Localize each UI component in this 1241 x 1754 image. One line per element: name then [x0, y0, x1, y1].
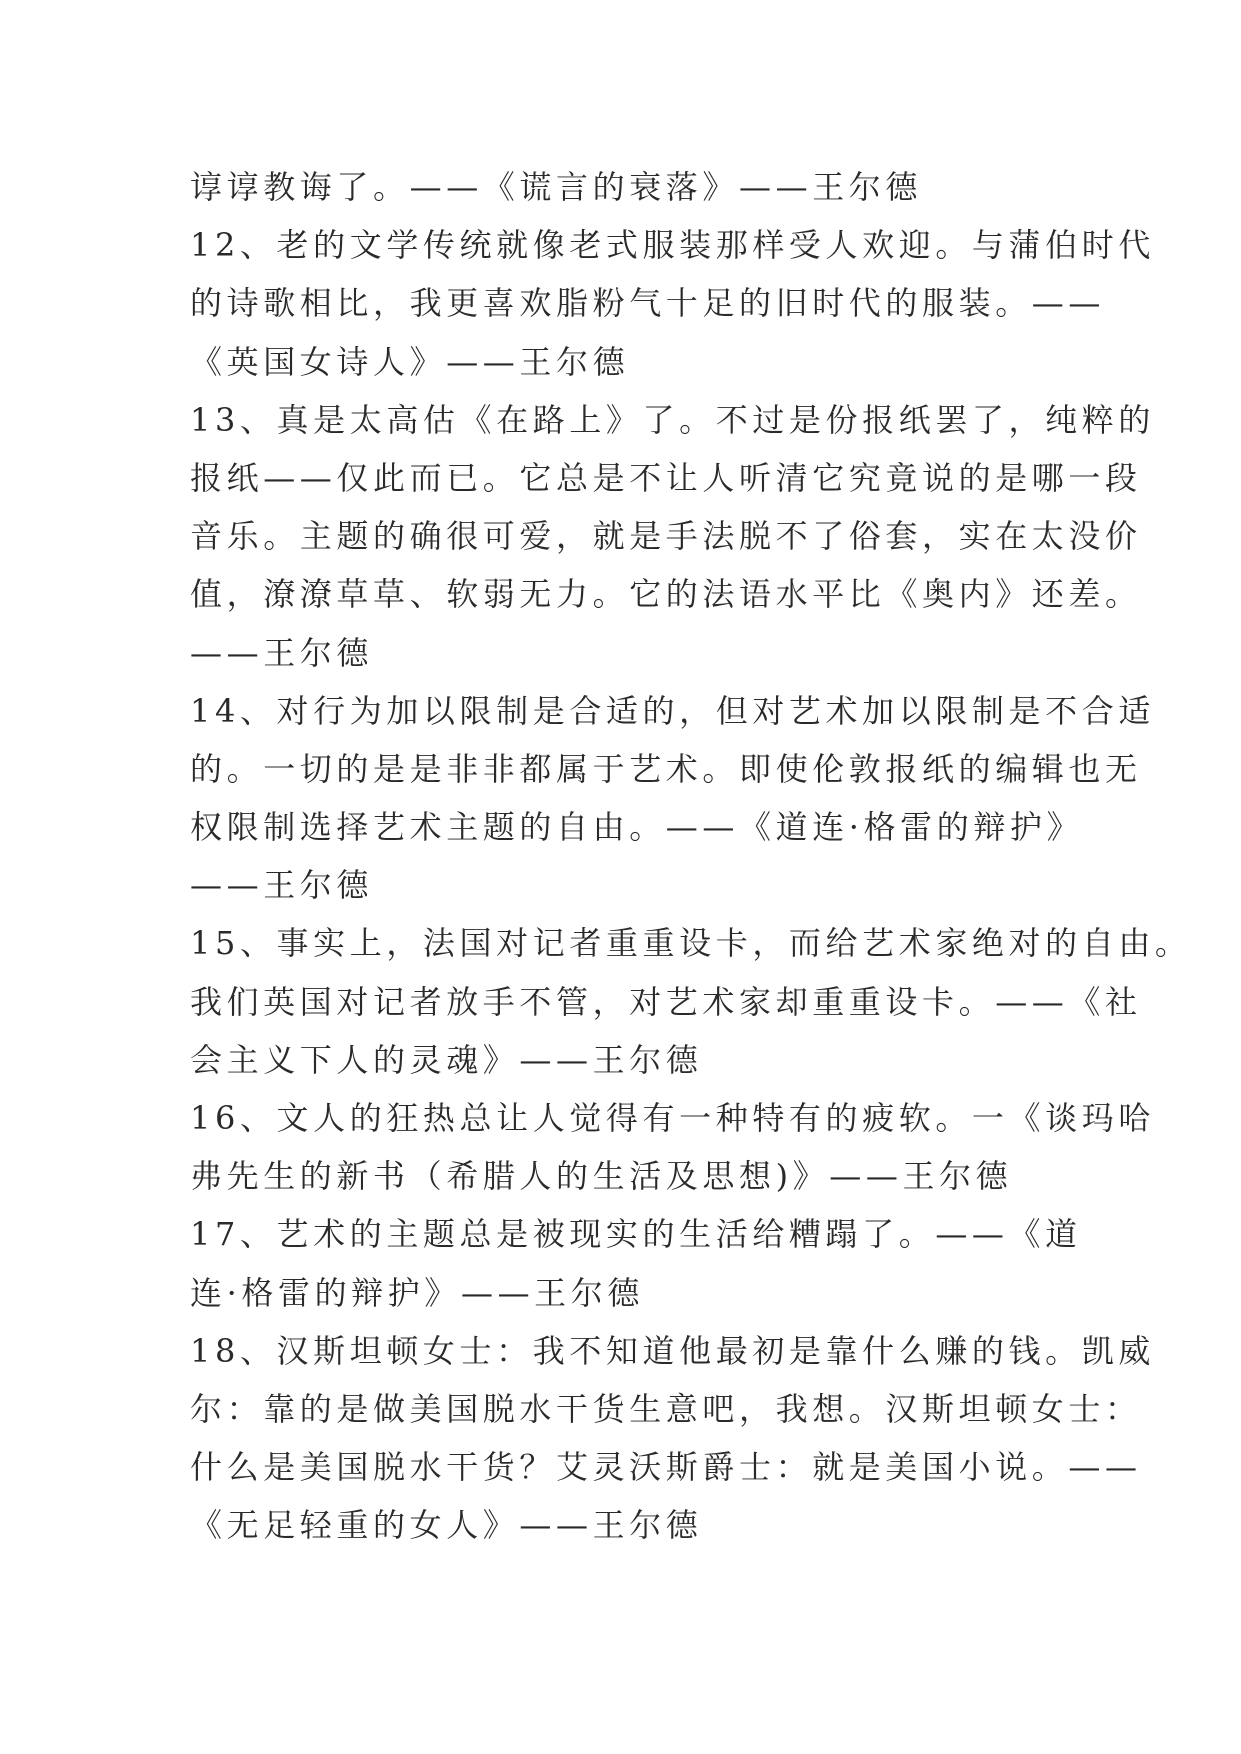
text-line: 《无足轻重的女人》——王尔德 — [190, 1506, 703, 1545]
text-line: 谆谆教诲了。——《谎言的衰落》——王尔德 — [190, 168, 923, 206]
text-line: 的诗歌相比，我更喜欢脂粉气十足的旧时代的服装。—— — [190, 284, 1106, 323]
text-line: 14、对行为加以限制是合适的，但对艺术加以限制是不合适 — [190, 691, 1155, 730]
text-line: 尔：靠的是做美国脱水干货生意吧，我想。汉斯坦顿女士： — [190, 1389, 1142, 1428]
text-line: 16、文人的狂热总让人觉得有一种特有的疲软。一《谈玛哈 — [190, 1099, 1155, 1137]
text-line: ——王尔德 — [190, 866, 374, 905]
text-line: 12、老的文学传统就像老式服装那样受人欢迎。与蒲伯时代 — [190, 226, 1155, 265]
text-line: 值，潦潦草草、软弱无力。它的法语水平比《奥内》还差。 — [190, 575, 1142, 614]
text-line: 连·格雷的辩护》——王尔德 — [190, 1273, 644, 1312]
text-line: ——王尔德 — [190, 633, 374, 672]
text-line: 15、事实上，法国对记者重重设卡，而给艺术家绝对的自由。 — [190, 924, 1192, 963]
text-line: 《英国女诗人》——王尔德 — [190, 342, 630, 381]
text-line: 18、汉斯坦顿女士：我不知道他最初是靠什么赚的钱。凯威 — [190, 1331, 1155, 1370]
text-line: 我们英国对记者放手不管，对艺术家却重重设卡。——《社 — [190, 982, 1142, 1021]
text-line: 的。一切的是是非非都属于艺术。即使伦敦报纸的编辑也无 — [190, 749, 1142, 788]
text-line: 音乐。主题的确很可爱，就是手法脱不了俗套，实在太没价 — [190, 517, 1142, 556]
quote-text-block — [190, 158, 1192, 1555]
text-line: 17、艺术的主题总是被现实的生活给糟蹋了。——《道 — [190, 1215, 1082, 1254]
text-line: 弗先生的新书（希腊人的生活及思想)》——王尔德 — [190, 1157, 1013, 1196]
text-line: 什么是美国脱水干货？艾灵沃斯爵士：就是美国小说。—— — [190, 1448, 1142, 1487]
text-line: 会主义下人的灵魂》——王尔德 — [190, 1040, 703, 1079]
text-line: 报纸——仅此而已。它总是不让人听清它究竟说的是哪一段 — [190, 458, 1142, 497]
text-line: 权限制选择艺术主题的自由。——《道连·格雷的辩护》 — [190, 808, 1084, 847]
text-line: 13、真是太高估《在路上》了。不过是份报纸罢了，纯粹的 — [190, 400, 1155, 439]
